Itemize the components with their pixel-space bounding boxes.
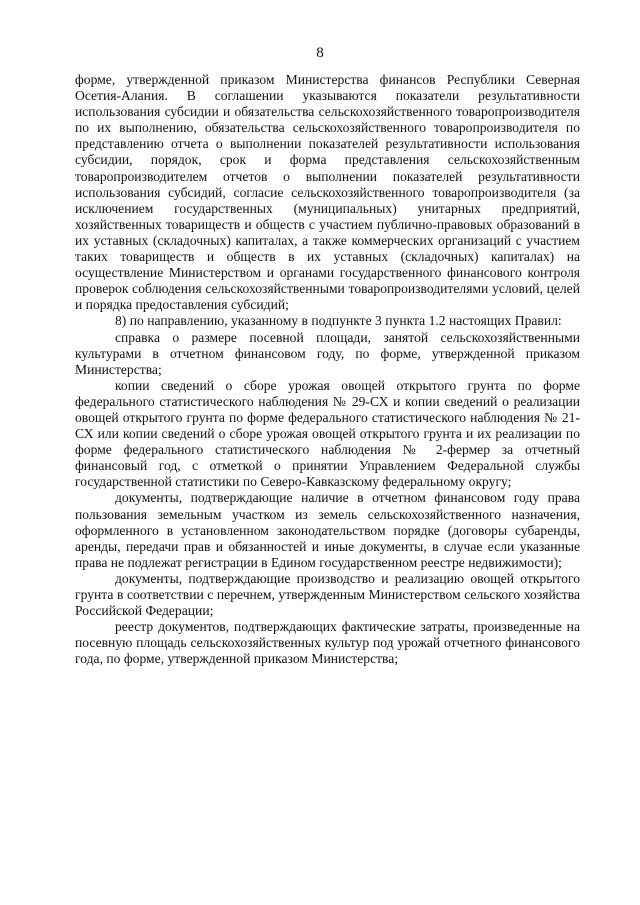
paragraph-cost-register: реестр документов, подтверждающих фактические затраты, произведенные на посевную площадь сельскохозяйственных культур под урожай отчетного финансового года, по форме, утвержденной приказом Министерства; xyxy=(75,619,580,667)
paragraph-item-8: 8) по направлению, указанному в подпункте 3 пункта 1.2 настоящих Правил: xyxy=(115,313,562,329)
page-number: 8 xyxy=(316,45,324,61)
paragraph-harvest-statistics: копии сведений о сборе урожая овощей открытого грунта по форме федерального статистического наблюдения № 29-СХ и копии сведений о реализации овощей открытого грунта по форме федерального статистического наблюдения № 21-СХ или копии сведений о сборе урожая овощей открытого грунта и их реализации по форме федерального статистического наблюдения № 2-фермер за отчетный финансовый год, с отметкой о принятии Управлением Федеральной службы государственной статистики по Северо-Кавказскому федеральному округу; xyxy=(75,377,580,490)
paragraph-agreement-terms: форме, утвержденной приказом Министерства финансов Республики Северная Осетия-Алания. В соглашении указываются показатели результативности использования субсидии и обязательства сельскохозяйственного товаропроизводителя по их выполнению, обязательства сельскохозяйственного товаропроизводителя по представлению отчета о выполнении показателей результативности использования субсидии, порядок, срок и форма представления сельскохозяйственным товаропроизводителем отчетов о выполнении показателей результативности использования субсидий, согласие сельскохозяйственного товаропроизводителя (за исключением государственных (муниципальных) унитарных предприятий, хозяйственных товариществ и обществ с участием публично-правовых образований в их уставных (складочных) капиталах, а также коммерческих организаций с участием таких товариществ и обществ в их уставных (складочных) капиталах) на осуществление Министерством и органами государственного финансового контроля проверок соблюдения сельскохозяйственными товаропроизводителями условий, целей и порядка предоставления субсидий; xyxy=(75,72,580,313)
paragraph-production-documents: документы, подтверждающие производство и реализацию овощей открытого грунта в соответствии с перечнем, утвержденным Министерством сельского хозяйства Российской Федерации; xyxy=(75,570,580,619)
paragraph-land-use-rights: документы, подтверждающие наличие в отчетном финансовом году права пользования земельным участком из земель сельскохозяйственного назначения, оформленного в установленном законодательством порядке (договоры субаренды, аренды, передачи прав и обязанностей и иные документы, в случае если указанные права не подлежат регистрации в Едином государственном реестре недвижимости); xyxy=(75,490,580,570)
paragraph-sown-area-certificate: справка о размере посевной площади, занятой сельскохозяйственными культурами в отчетном финансовом году, по форме, утвержденной приказом Министерства; xyxy=(75,329,580,377)
document-body xyxy=(75,72,580,667)
